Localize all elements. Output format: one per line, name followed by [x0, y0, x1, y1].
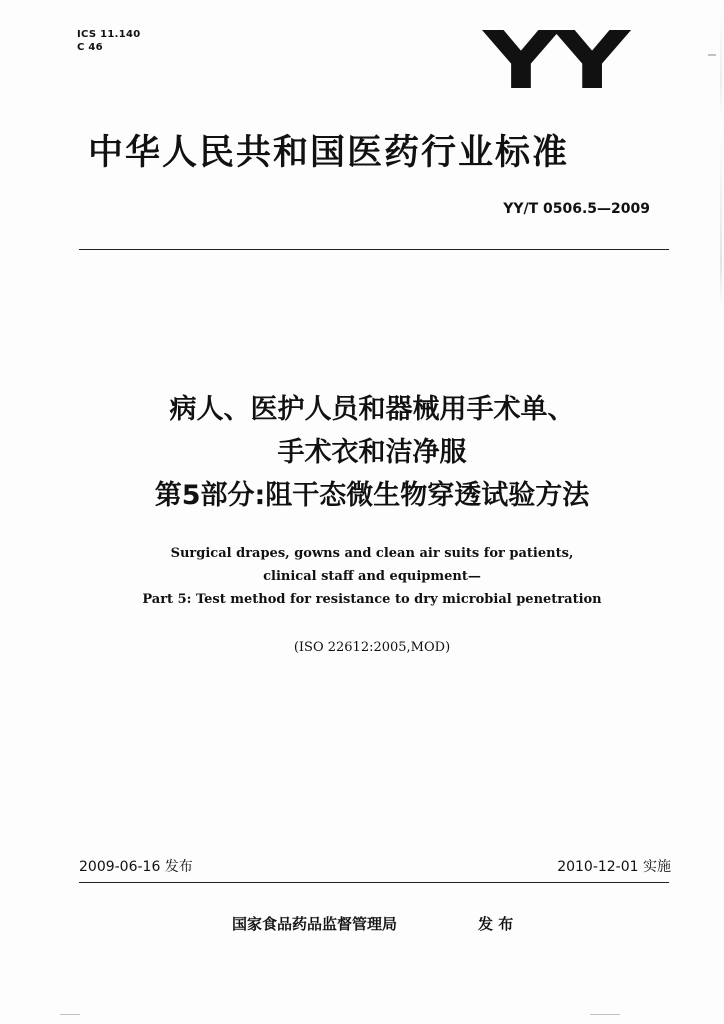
english-title-line-3: Part 5: Test method for resistance to dry microbial penetration [142, 592, 602, 607]
header-divider [79, 249, 669, 250]
classification-codes [77, 28, 141, 54]
chinese-title [72, 388, 672, 517]
standard-number: YY/T 0506.5—2009 [503, 201, 650, 217]
issuing-authority: 国家食品药品监督管理局 [232, 915, 398, 933]
scan-edge-shadow [720, 0, 722, 1024]
issue-date: 2009-06-16 发布 [79, 859, 193, 875]
iso-reference: (ISO 22612:2005,MOD) [293, 640, 451, 655]
english-title [72, 542, 672, 611]
english-title-line-1: Surgical drapes, gowns and clean air suits for patients, [170, 546, 574, 561]
english-title-line-2: clinical staff and equipment— [263, 569, 481, 584]
yy-logo: YY [483, 15, 626, 108]
chinese-title-line-1: 病人、医护人员和器械用手术单、 [169, 394, 575, 425]
scan-artifact [60, 1014, 80, 1015]
footer-divider [79, 882, 669, 883]
implementation-date: 2010-12-01 实施 [557, 859, 671, 875]
chinese-title-line-2: 手术衣和洁净服 [277, 437, 467, 468]
chinese-title-line-3: 第5部分:阻干态微生物穿透试验方法 [154, 480, 590, 511]
standard-type-title: 中华人民共和国医药行业标准 [88, 133, 570, 173]
scan-artifact [590, 1014, 620, 1015]
scan-artifact [708, 54, 716, 56]
issuing-action: 发 布 [478, 915, 514, 933]
ics-code: ICS 11.140 [77, 29, 141, 40]
ccs-code: C 46 [77, 42, 103, 53]
